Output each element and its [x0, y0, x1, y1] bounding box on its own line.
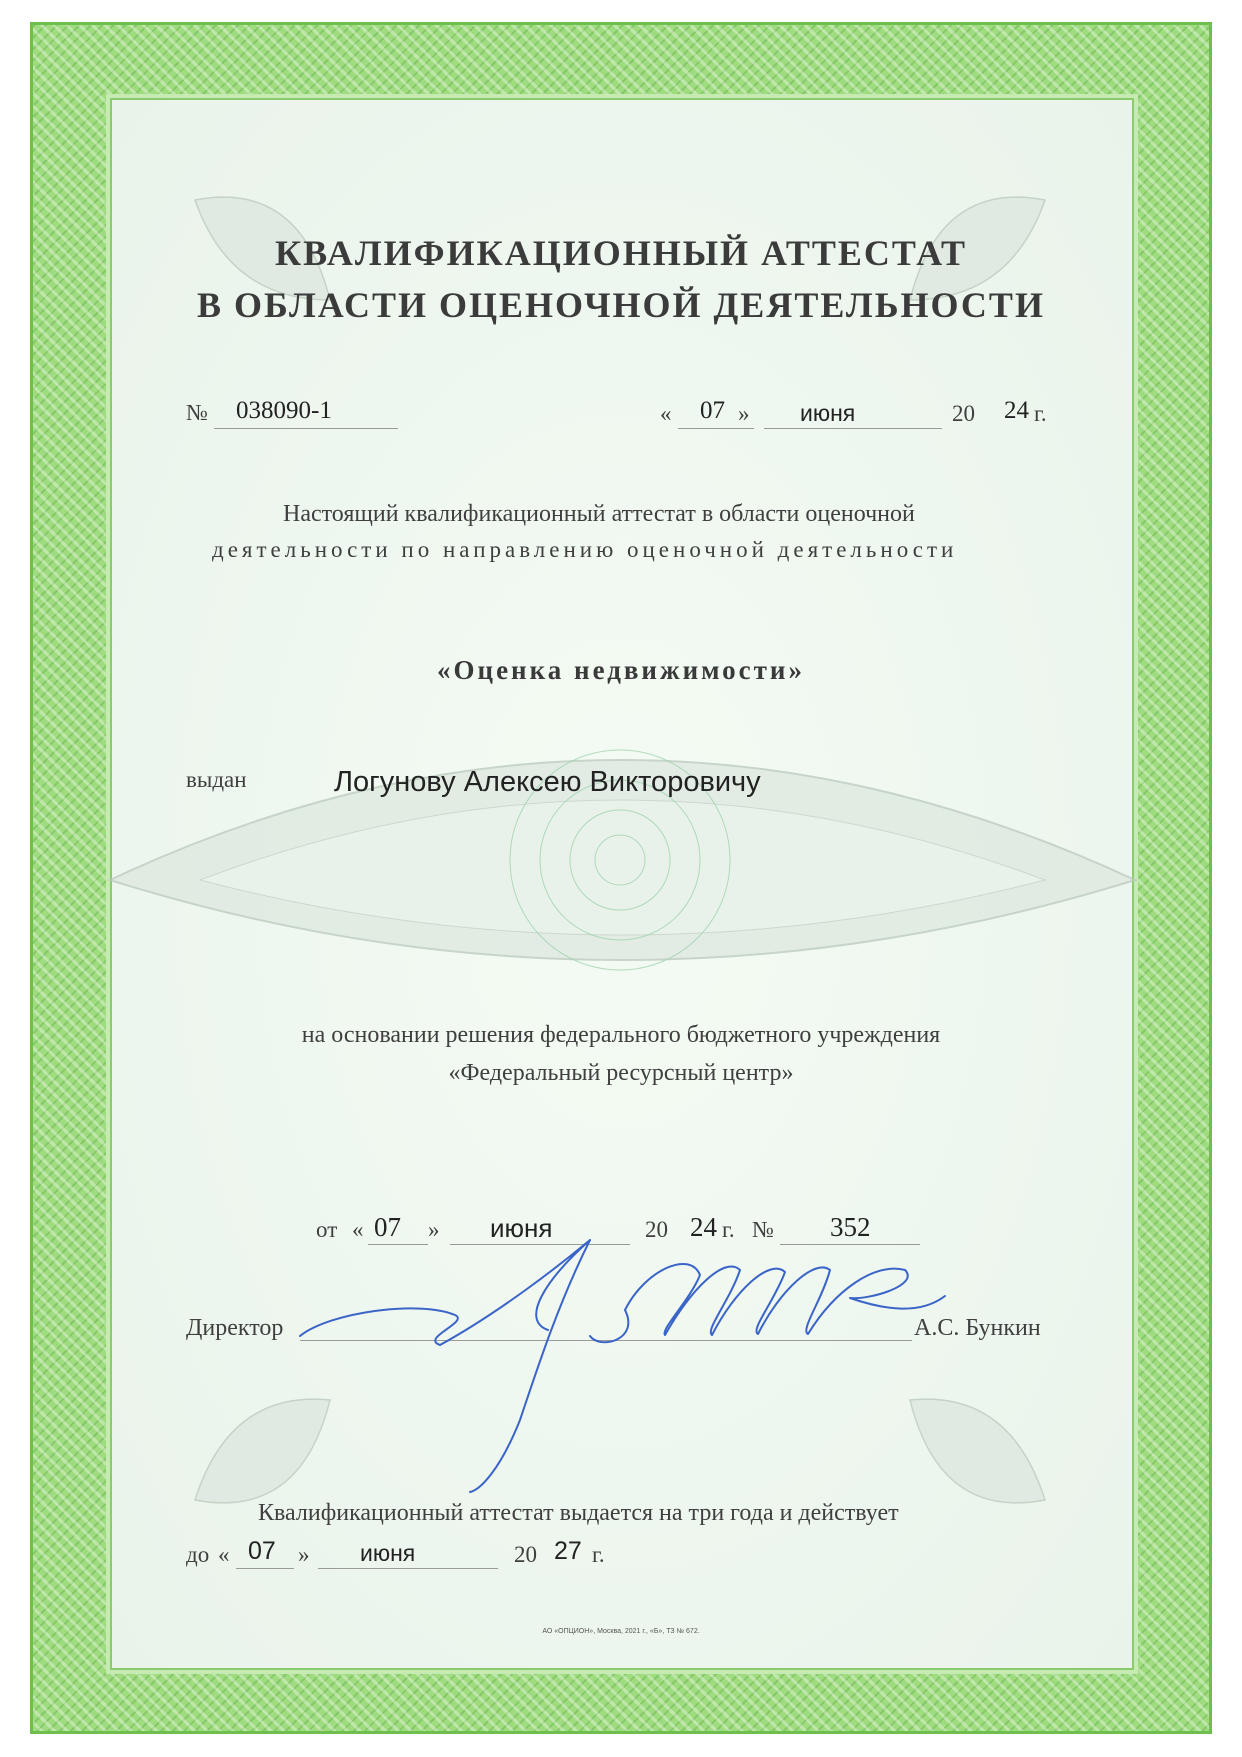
valid-until-month: июня	[360, 1540, 416, 1566]
valid-until-close-quote: »	[298, 1542, 310, 1567]
printer-imprint: АО «ОПЦИОН», Москва, 2021 г., «Б», ТЗ № 672.	[542, 1628, 700, 1635]
decision-number: 352	[830, 1212, 871, 1242]
direction-title: «Оценка недвижимости»	[437, 655, 805, 685]
issue-day-underline	[678, 428, 754, 429]
valid-until-year-suffix: 27	[554, 1537, 582, 1565]
valid-until-year-unit: г.	[592, 1542, 605, 1567]
issue-date-close-quote: »	[738, 401, 750, 426]
decision-day: 07	[374, 1212, 401, 1242]
issue-month: июня	[800, 400, 856, 426]
decision-day-underline	[368, 1244, 428, 1245]
validity-line: Квалификационный аттестат выдается на три года и действует	[258, 1500, 899, 1526]
signature-line	[300, 1340, 912, 1341]
valid-until-day: 07	[248, 1537, 276, 1565]
valid-until-day-underline	[236, 1568, 294, 1569]
intro-line-2: деятельности по направлению оценочной деятельности	[212, 537, 958, 562]
decision-month-underline	[450, 1244, 630, 1245]
leaf-bottom-left	[195, 1399, 330, 1503]
issue-year-unit: г.	[1034, 401, 1047, 426]
decision-number-label: №	[752, 1217, 774, 1242]
issue-month-underline	[764, 428, 942, 429]
director-name: А.С. Бункин	[914, 1315, 1041, 1341]
decision-month: июня	[490, 1213, 553, 1243]
decision-open-quote: «	[352, 1217, 364, 1242]
leaf-bottom-right	[910, 1399, 1045, 1503]
issue-date-open-quote: «	[660, 401, 672, 426]
valid-until-open-quote: «	[218, 1542, 230, 1567]
certificate-number: 038090-1	[236, 397, 332, 424]
valid-until-year-prefix: 20	[514, 1542, 537, 1567]
decision-year-prefix: 20	[645, 1217, 668, 1242]
title-line-2: В ОБЛАСТИ ОЦЕНОЧНОЙ ДЕЯТЕЛЬНОСТИ	[197, 285, 1045, 325]
decision-year-suffix: 24	[690, 1212, 717, 1242]
number-label: №	[186, 400, 208, 425]
decision-close-quote: »	[428, 1217, 440, 1242]
valid-until-label: до	[186, 1542, 210, 1567]
issue-day: 07	[700, 397, 725, 424]
issued-label: выдан	[186, 767, 247, 792]
decision-number-underline	[780, 1244, 920, 1245]
issue-year-prefix: 20	[952, 401, 975, 426]
basis-line-1: на основании решения федерального бюджетного учреждения	[301, 1022, 941, 1048]
number-underline	[214, 428, 398, 429]
intro-line-1: Настоящий квалификационный аттестат в области оценочной	[283, 501, 915, 527]
holder-name: Логунову Алексею Викторовичу	[334, 766, 761, 798]
director-label: Директор	[186, 1315, 284, 1341]
decision-year-unit: г.	[722, 1217, 735, 1242]
issue-year-suffix: 24	[1004, 397, 1029, 424]
decision-from-label: от	[316, 1217, 338, 1242]
title-line-1: КВАЛИФИКАЦИОННЫЙ АТТЕСТАТ	[275, 233, 967, 273]
valid-until-month-underline	[318, 1568, 498, 1569]
basis-line-2: «Федеральный ресурсный центр»	[448, 1060, 794, 1086]
